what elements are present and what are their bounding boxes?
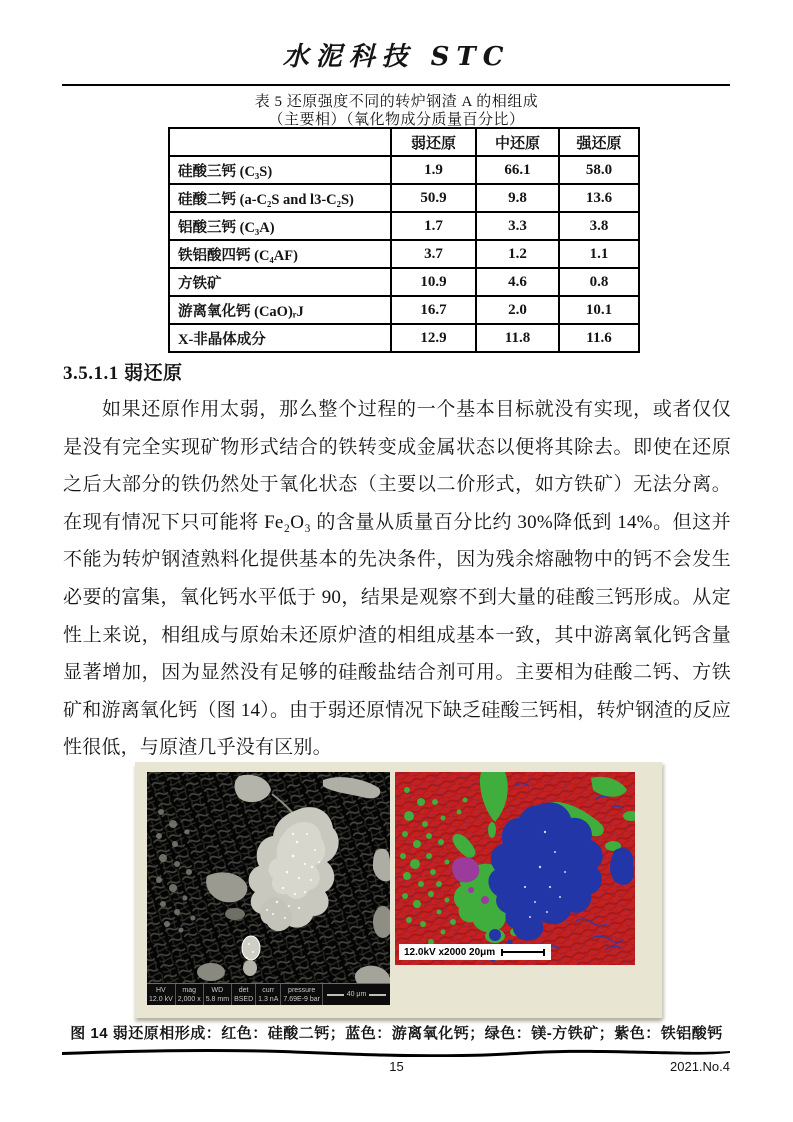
sem-info-value: 7.69E-9 bar <box>283 995 320 1003</box>
sem-info-label: curr <box>262 986 275 994</box>
table-cell: 3.7 <box>391 240 476 268</box>
table-title-line2: （主要相）（氧化物成分质量百分比） <box>268 112 525 128</box>
table-row-label: 硅酸三钙 (C₃S) <box>169 156 391 184</box>
sem-info-bar <box>147 983 390 1005</box>
sem-scale-bar <box>323 984 390 1005</box>
phase-map-image <box>395 772 635 965</box>
table-row-label: 方铁矿 <box>169 268 391 296</box>
sem-info-cell <box>147 984 176 1005</box>
sem-micrograph-graphic <box>147 772 390 983</box>
sem-image <box>147 772 390 1005</box>
table-row <box>169 324 639 352</box>
scale-line <box>501 949 545 956</box>
page-number: 15 <box>389 1059 404 1074</box>
sem-info-cell <box>204 984 232 1005</box>
journal-title: 水泥科技 STC <box>282 42 511 72</box>
phase-map-scale-strip <box>399 944 551 960</box>
phase-map-label: 12.0kV x2000 20μm <box>404 946 496 958</box>
table-cell: 58.0 <box>559 156 639 184</box>
phase-composition-table <box>168 127 640 353</box>
header-divider <box>62 84 730 86</box>
table-row <box>169 184 639 212</box>
table-cell: 0.8 <box>559 268 639 296</box>
table-row <box>169 212 639 240</box>
table-cell: 10.9 <box>391 268 476 296</box>
table-cell: 11.6 <box>559 324 639 352</box>
table-cell: 3.3 <box>476 212 559 240</box>
table-cell: 66.1 <box>476 156 559 184</box>
table-cell: 12.9 <box>391 324 476 352</box>
table-cell: 1.2 <box>476 240 559 268</box>
table-cell: 3.8 <box>559 212 639 240</box>
table-row-label: X-非晶体成分 <box>169 324 391 352</box>
body-paragraph: 如果还原作用太弱，那么整个过程的一个基本目标就没有实现，或者仅仅是没有完全实现矿物形式结合的铁转变成金属状态以便将其除去。即使在还原之后大部分的铁仍然处于氧化状态（主要以二价形式，如方铁矿）无法分离。在现有情况下只可能将 Fe₂O₃ 的含量从质量百分比约 30%降低到 14%。但这并不能为转炉钢渣熟料化提供基本的先决条件，因为残余熔融物中的钙不会发生必要的富集，氧化钙水平低于 90，结果是观察不到大量的硅酸三钙形成。从定性上来说，相组成与原始未还原炉渣的相组成基本一致，其中游离氧化钙含量显著增加，因为显然没有足够的硅酸盐结合剂可用。主要相为硅酸二钙、方铁矿和游离氧化钙（图 14）。由于弱还原情况下缺乏硅酸三钙相，转炉钢渣的反应性很低，与原渣几乎没有区别。 <box>63 399 731 759</box>
table-row <box>169 268 639 296</box>
sem-info-value: 2,000 x <box>177 995 201 1003</box>
sem-info-label: pressure <box>288 986 316 994</box>
figure-caption: 图 14 弱还原相形成：红色：硅酸二钙；蓝色：游离氧化钙；绿色：镁-方铁矿；紫色：铁铝酸钙 <box>70 1025 723 1042</box>
table-header-row <box>169 128 639 156</box>
scale-line <box>327 994 344 996</box>
sem-info-cell <box>281 984 323 1005</box>
table-row <box>169 156 639 184</box>
table-row-label: 铝酸三钙 (C₃A) <box>169 212 391 240</box>
table-cell: 13.6 <box>559 184 639 212</box>
table-row-label: 硅酸二钙 (a-C₂S and l3-C₂S) <box>169 184 391 212</box>
table-header-cell <box>169 128 391 156</box>
section-heading: 3.5.1.1 弱还原 <box>63 363 183 384</box>
sem-info-label: HV <box>156 986 166 994</box>
table-cell: 16.7 <box>391 296 476 324</box>
table-header-cell: 弱还原 <box>391 128 476 156</box>
scale-line <box>369 994 386 996</box>
sem-info-label: WD <box>211 986 224 994</box>
sem-scale-text: 40 μm <box>346 991 367 998</box>
sem-info-value: BSED <box>234 995 254 1003</box>
sem-info-value: 5.8 mm <box>205 995 230 1003</box>
footer-divider <box>62 1047 730 1057</box>
table-header-cell: 中还原 <box>476 128 559 156</box>
table-row <box>169 296 639 324</box>
table-cell: 1.1 <box>559 240 639 268</box>
phase-map-graphic <box>395 772 635 965</box>
sem-info-label: mag <box>182 986 197 994</box>
table-cell: 2.0 <box>476 296 559 324</box>
issue-number: 2021.No.4 <box>670 1059 730 1074</box>
table-header-cell: 强还原 <box>559 128 639 156</box>
table-row-label: 游离氧化钙 (CaO)ᵣJ <box>169 296 391 324</box>
sem-info-cell <box>232 984 256 1005</box>
table-cell: 50.9 <box>391 184 476 212</box>
table-title-line1: 表 5 还原强度不同的转炉钢渣 A 的相组成 <box>254 94 539 110</box>
sem-info-value: 12.0 kV <box>149 995 173 1003</box>
table-cell: 1.7 <box>391 212 476 240</box>
table-cell: 4.6 <box>476 268 559 296</box>
table-cell: 9.8 <box>476 184 559 212</box>
table-cell: 10.1 <box>559 296 639 324</box>
sem-info-cell <box>176 984 204 1005</box>
table-cell: 11.8 <box>476 324 559 352</box>
table-row-label: 铁铝酸四钙 (C₄AF) <box>169 240 391 268</box>
figure-panel <box>135 762 662 1018</box>
sem-info-label: det <box>238 986 249 994</box>
sem-info-value: 1.3 nA <box>258 995 279 1003</box>
table-cell: 1.9 <box>391 156 476 184</box>
table-row <box>169 240 639 268</box>
sem-info-cell <box>256 984 281 1005</box>
